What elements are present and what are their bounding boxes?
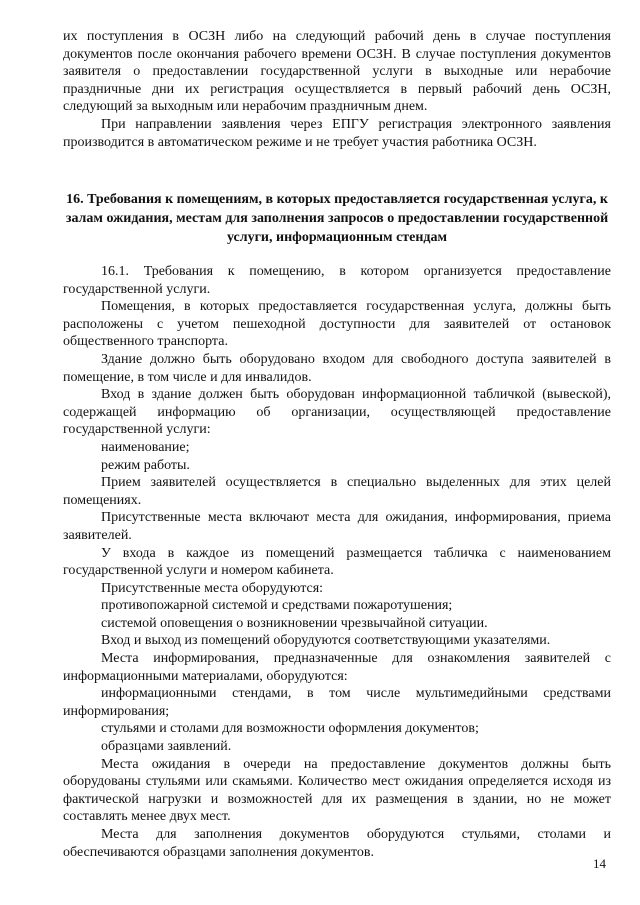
intro-paragraph-2: При направлении заявления через ЕПГУ регистрация электронного заявления производится в автоматическом режиме и не требует участия работника ОСЗН. [63,116,611,150]
list-item: противопожарной системой и средствами пожаротушения; [101,598,453,614]
body-paragraph: Присутственные места оборудуются: [101,580,324,596]
list-item: стульями и столами для возможности оформления документов; [101,721,479,737]
list-item: образцами заявлений. [101,739,232,755]
list-item: режим работы. [101,457,190,473]
list-item: информационными стендами, в том числе мультимедийными средствами информирования; [63,686,611,719]
body-paragraph: У входа в каждое из помещений размещается табличка с наименованием государственной услуги и номером кабинета. [63,545,611,579]
section-heading: 16. Требования к помещениям, в которых предоставляется государственная услуга, к залам ожидания, местам для заполнения запросов о предоставлении государственной услуги, информационным стендам [65,192,609,245]
body-paragraph: Помещения, в которых предоставляется государственная услуга, должны быть расположены с учетом пешеходной доступности для заявителей от остановок общественного транспорта. [63,299,611,350]
section-body [63,263,611,861]
body-paragraph: Вход и выход из помещений оборудуются соответствующими указателями. [101,633,551,649]
page-number: 14 [593,856,606,871]
body-paragraph: Места ожидания в очереди на предоставление документов должны быть оборудованы стульями или скамьями. Количество мест ожидания определяется исходя из фактической нагрузки и возможностей для их размещения в здании, но не может составлять менее двух мест. [63,756,611,825]
intro-paragraph-1: их поступления в ОСЗН либо на следующий рабочий день в случае поступления документов после окончания рабочего времени ОСЗН. В случае поступления документов заявителя о предоставлении государственной услуги в выходные или нерабочие праздничные дни их регистрация осуществляется в первый рабочий день ОСЗН, следующий за выходным или нерабочим праздничным днем. [63,29,611,115]
body-paragraph: Места информирования, предназначенные для ознакомления заявителей с информационными материалами, оборудуются: [63,651,611,684]
list-item: системой оповещения о возникновении чрезвычайной ситуации. [101,615,488,631]
body-paragraph: Вход в здание должен быть оборудован информационной табличкой (вывеской), содержащей информацию об организации, осуществляющей предоставление государственной услуги: [63,387,611,438]
list-item: наименование; [101,439,190,455]
body-paragraph: Места для заполнения документов оборудуются стульями, столами и обеспечиваются образцами заполнения документов. [63,827,611,860]
body-paragraph: 16.1. Требования к помещению, в котором организуется предоставление государственной услуги. [63,264,611,297]
intro-text [63,28,611,151]
body-paragraph: Присутственные места включают места для ожидания, информирования, приема заявителей. [63,510,611,543]
body-paragraph: Здание должно быть оборудовано входом для свободного доступа заявителей в помещение, в том числе и для инвалидов. [63,351,611,385]
body-paragraph: Прием заявителей осуществляется в специально выделенных для этих целей помещениях. [63,475,611,508]
